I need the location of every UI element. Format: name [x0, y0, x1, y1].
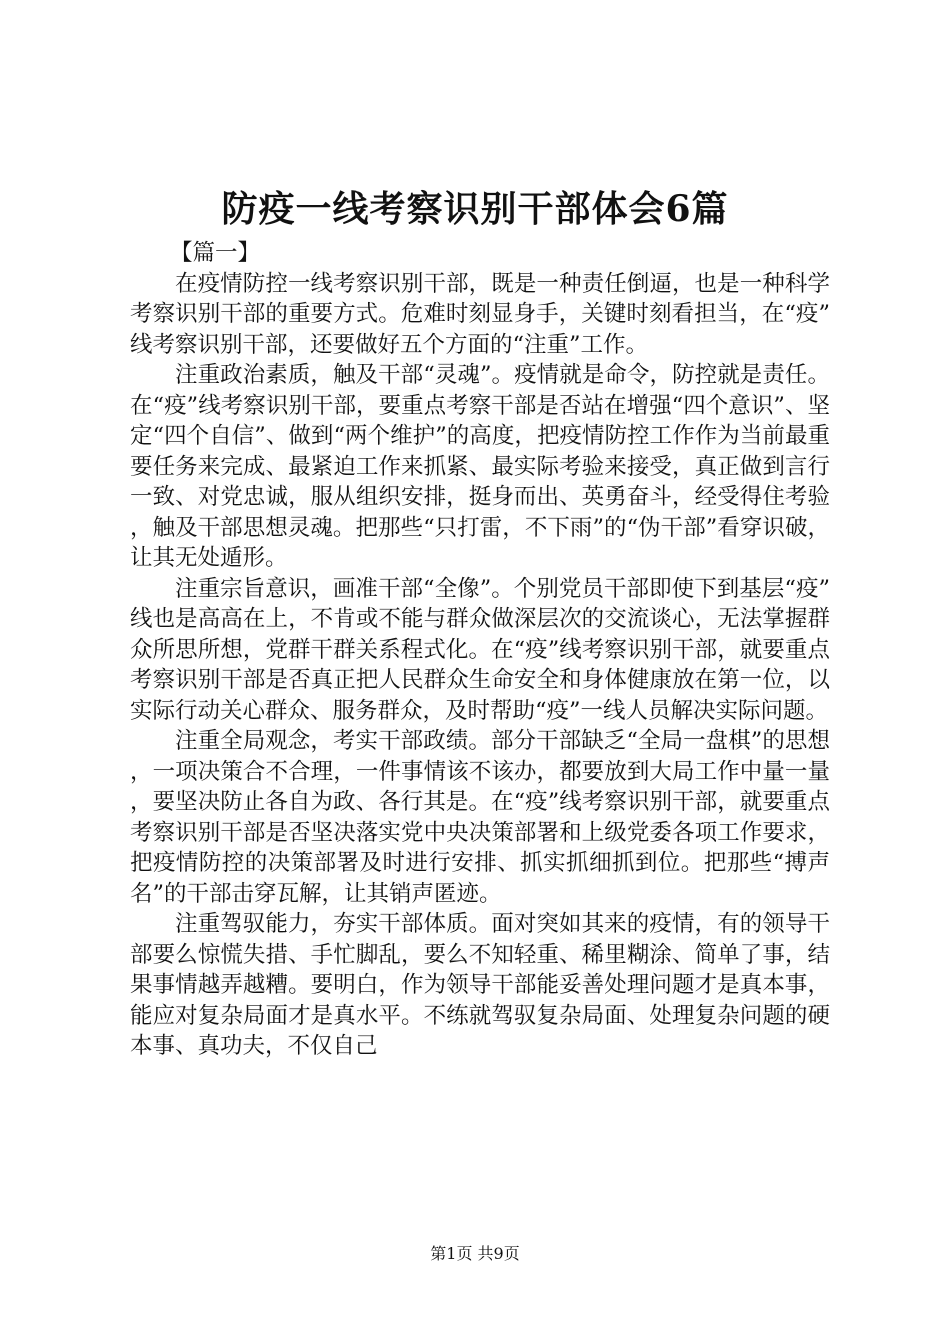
document-title: 防疫一线考察识别干部体会6篇 — [221, 188, 729, 230]
paragraph-purpose-awareness: 注重宗旨意识，画准干部“全像”。个别党员干部即使下到基层“疫”线也是高高在上，不肯或不能与群众做深层次的交流谈心，无法掌握群众所思所想，党群干群关系程式化。在“疫”线考察识别干部，就要重点考察识别干部是否真正把人民群众生命安全和身体健康放在第一位，以实际行动关心群众、服务群众，及时帮助“疫”一线人员解决实际问题。 — [130, 575, 830, 724]
paragraph-political-quality: 注重政治素质，触及干部“灵魂”。疫情就是命令，防控就是责任。在“疫”线考察识别干部，要重点考察干部是否站在增强“四个意识”、坚定“四个自信”、做到“两个维护”的高度，把疫情防控工作作为当前最重要任务来完成、最紧迫工作来抓紧、最实际考验来接受，真正做到言行一致、对党忠诚，服从组织安排，挺身而出、英勇奋斗，经受得住考验，触及干部思想灵魂。把那些“只打雷，不下雨”的“伪干部”看穿识破，让其无处遁形。 — [130, 362, 830, 571]
paragraph-control-ability: 注重驾驭能力，夯实干部体质。面对突如其来的疫情，有的领导干部要么惊慌失措、手忙脚乱，要么不知轻重、稀里糊涂、简单了事，结果事情越弄越糟。要明白，作为领导干部能妥善处理问题才是真本事，能应对复杂局面才是真水平。不练就驾驭复杂局面、处理复杂问题的硬本事、真功夫，不仅自己 — [130, 911, 830, 1059]
page-footer: 第1页 共9页 — [430, 1244, 520, 1263]
paragraph-intro: 在疫情防控一线考察识别干部，既是一种责任倒逼，也是一种科学考察识别干部的重要方式。危难时刻显身手，关键时刻看担当，在“疫”线考察识别干部，还要做好五个方面的“注重”工作。 — [130, 270, 830, 358]
paragraph-overall-view: 注重全局观念，考实干部政绩。部分干部缺乏“全局一盘棋”的思想，一项决策合不合理，一件事情该不该办，都要放到大局工作中量一量，要坚决防止各自为政、各行其是。在“疫”线考察识别干部，就要重点考察识别干部是否坚决落实党中央决策部署和上级党委各项工作要求，把疫情防控的决策部署及时进行安排、抓实抓细抓到位。把那些“搏声名”的干部击穿瓦解，让其销声匿迹。 — [130, 728, 830, 907]
section-label: 【篇一】 — [170, 240, 261, 266]
document-body — [130, 238, 830, 1062]
